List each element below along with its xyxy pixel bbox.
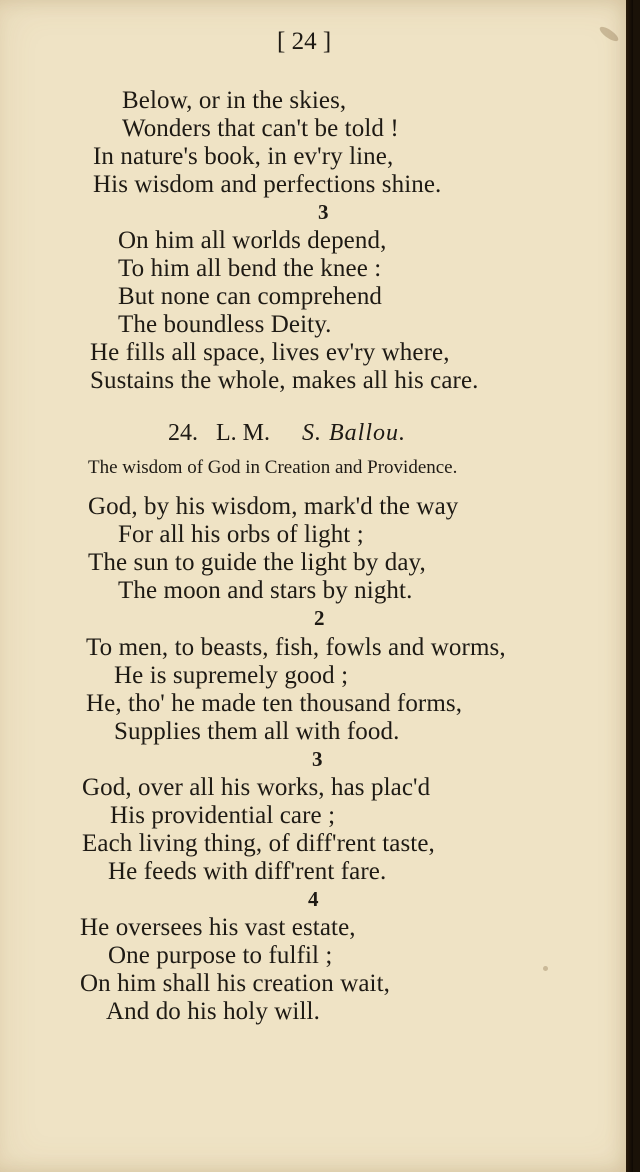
verse-line: And do his holy will. <box>106 998 320 1025</box>
verse-line: The sun to guide the light by day, <box>88 549 426 576</box>
verse-line: He, tho' he made ten thousand forms, <box>86 690 463 717</box>
verse-line: For all his orbs of light ; <box>118 521 364 548</box>
hymn-heading <box>168 420 406 447</box>
verse-line: He feeds with diff'rent fare. <box>108 858 387 885</box>
verse-line: To him all bend the knee : <box>118 255 382 282</box>
stanza-number: 3 <box>312 747 323 771</box>
hymn-meter: L. M. <box>216 420 270 446</box>
verse-line: But none can comprehend <box>118 283 383 310</box>
verse-line: His wisdom and perfections shine. <box>93 171 442 198</box>
verse-line: The moon and stars by night. <box>118 577 413 604</box>
verse-line: He oversees his vast estate, <box>80 914 356 941</box>
stanza-number: 2 <box>314 606 325 630</box>
verse-line: Sustains the whole, makes all his care. <box>90 367 479 394</box>
verse-line: His providential care ; <box>110 802 336 829</box>
ink-speck <box>543 966 548 971</box>
hymn-number: 24. <box>168 420 198 446</box>
verse-line: In nature's book, in ev'ry line, <box>93 143 394 170</box>
verse-line: Supplies them all with food. <box>114 718 400 745</box>
verse-line: Wonders that can't be told ! <box>122 115 399 142</box>
verse-line: God, by his wisdom, mark'd the way <box>88 493 459 520</box>
verse-line: On him shall his creation wait, <box>80 970 390 997</box>
verse-line: On him all worlds depend, <box>118 227 387 254</box>
verse-line: God, over all his works, has plac'd <box>82 774 431 801</box>
verse-line: Below, or in the skies, <box>122 87 347 114</box>
stanza-number: 3 <box>318 200 329 224</box>
hymn-author: S. Ballou. <box>302 420 406 446</box>
verse-line: Each living thing, of diff'rent taste, <box>82 830 435 857</box>
ink-smudge <box>598 24 621 43</box>
stanza-number: 4 <box>308 887 319 911</box>
verse-line: He is supremely good ; <box>114 662 349 689</box>
verse-line: The boundless Deity. <box>118 311 332 338</box>
verse-line: One purpose to fulfil ; <box>108 942 333 969</box>
verse-line: To men, to beasts, fish, fowls and worms, <box>86 634 506 661</box>
page-number: [ 24 ] <box>277 28 332 55</box>
hymn-subtitle: The wisdom of God in Creation and Providence. <box>88 457 458 478</box>
verse-line: He fills all space, lives ev'ry where, <box>90 339 450 366</box>
page-edge <box>626 0 633 1172</box>
